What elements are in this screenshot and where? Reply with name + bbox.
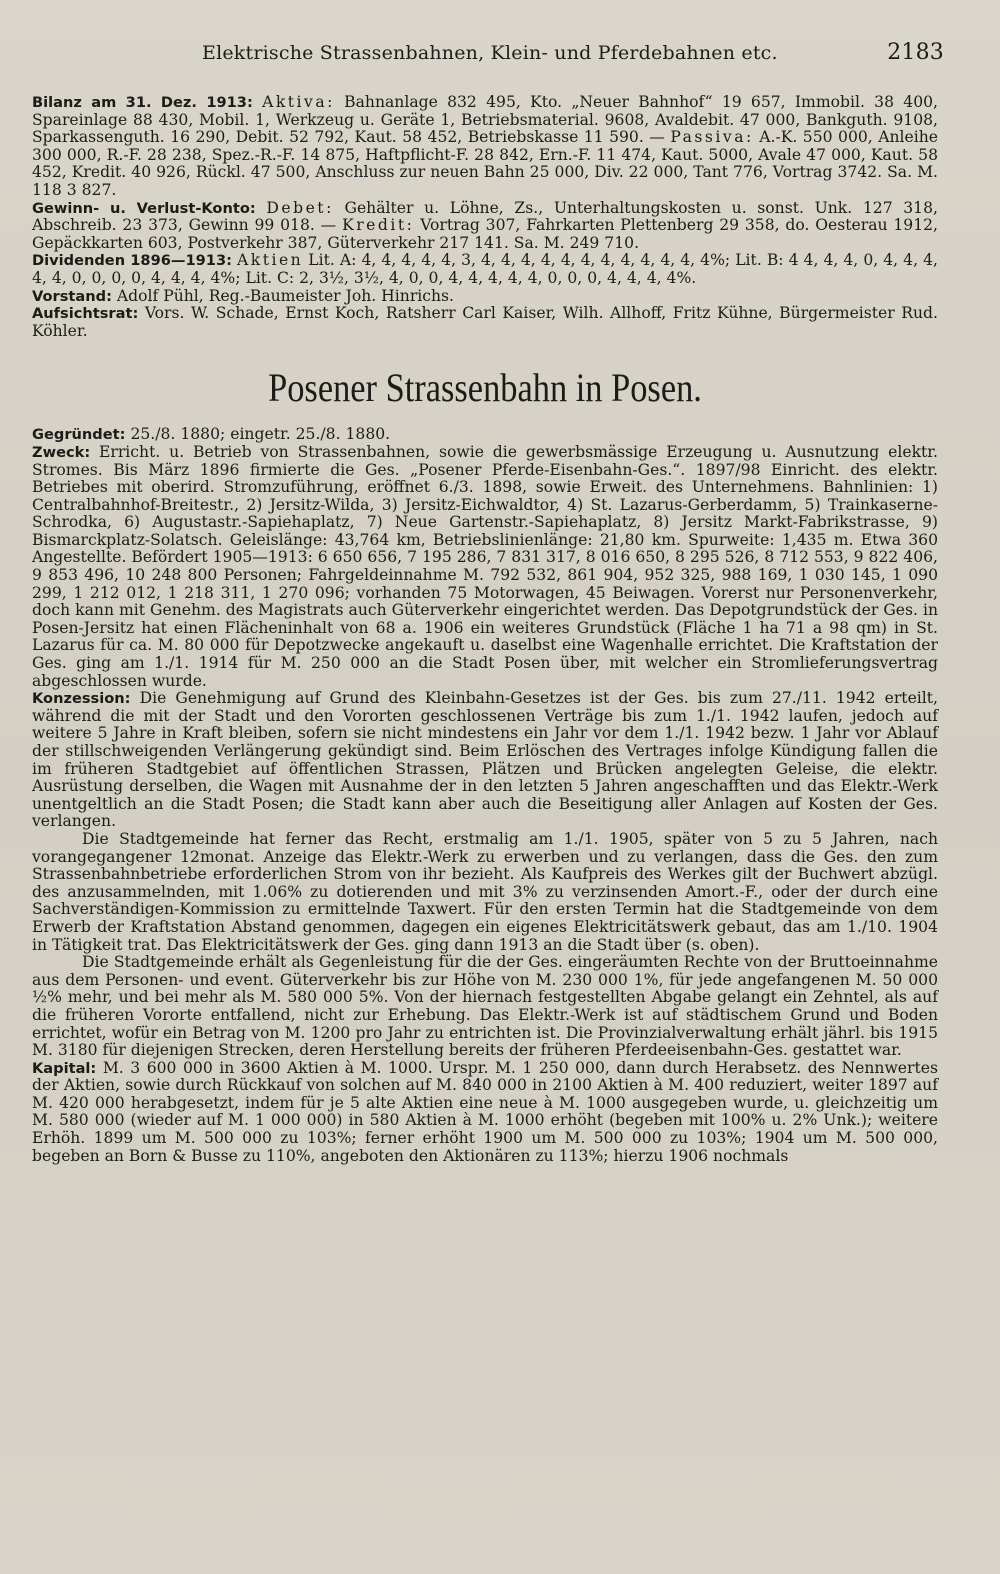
konzession-text: Die Genehmigung auf Grund des Kleinbahn-Gesetzes ist der Ges. bis zum 27./11. 1942 erteilt, während die mit der Stadt und den Vororten geschlossenen Verträge bis zum 1./1. 1942 laufen, jedoch auf weitere 5 Jahre in Kraft bleiben, sofern sie nicht mindestens ein Jahr vor dem 1./1. 1942 bezw. 1 Jahr vor Ablauf der stillschweigenden Verlängerung gekündigt sind. Beim Erlöschen des Vertrages infolge Kündigung fallen die im früheren Stadtgebiet auf öffentlichen Strassen, Plätzen und Brücken angelegten Geleise, die elektr. Ausrüstung derselben, die Wagen mit Ausnahme der in den letzten 5 Jahren angeschafften und das Elektr.-Werk unentgeltlich an die Stadt Posen; die Stadt kann aber auch die Beseitigung aller Anlagen auf Kosten der Ges. verlangen. <box>32 689 938 831</box>
zweck-paragraph <box>32 444 938 690</box>
zweck-text: Erricht. u. Betrieb von Strassenbahnen, sowie die gewerbsmässige Erzeugung u. Ausnutzung elektr. Stromes. Bis März 1896 firmierte die Ges. „Posener Pferde-Eisenbahn-Ges.“. 1897/98 Einricht. des elektr. Betriebes mit oberird. Stromzuführung, eröffnet 6./3. 1898, sowie Erweit. des Unternehmens. Bahnlinien: 1) Centralbahnhof-Breitestr., 2) Jersitz-Wilda, 3) Jersitz-Eichwaldtor, 4) St. Lazarus-Gerberdamm, 5) Trainkaserne-Schrodka, 6) Augustastr.-Sapiehaplatz, 7) Neue Gartenstr.-Sapiehaplatz, 8) Jersitz Markt-Fabrikstrasse, 9) Bismarckplatz-Solatsch. Geleislänge: 43,764 km, Betriebslinienlänge: 21,80 km. Spurweite: 1,435 m. Etwa 360 Angestellte. Befördert 1905—1913: 6 650 656, 7 195 286, 7 831 317, 8 016 650, 8 295 526, 8 712 553, 9 822 406, 9 853 496, 10 248 800 Personen; Fahrgeldeinnahme M. 792 532, 861 904, 952 325, 988 169, 1 030 145, 1 090 299, 1 212 012, 1 218 311, 1 270 096; vorhanden 75 Motorwagen, 45 Beiwagen. Vorerst nur Personenverkehr, doch kann mit Genehm. des Magistrats auch Güterverkehr eingerichtet werden. Das Depotgrundstück der Ges. in Posen-Jersitz hat einen Flächeninhalt von 68 a. 1906 ein weiteres Grundstück (Fläche 1 ha 71 a 98 qm) in St. Lazarus für ca. M. 80 000 für Depotzwecke angekauft u. daselbst eine Wagenhalle errichtet. Die Kraftstation der Ges. ging am 1./1. 1914 für M. 250 000 an die Stadt Posen über, mit welcher ein Stromlieferungsvertrag abgeschlossen wurde. <box>32 442 938 690</box>
konzession-paragraph <box>32 690 938 831</box>
dividenden-text: Lit. A: 4, 4, 4, 4, 4, 3, 4, 4, 4, 4, 4, 4, 4, 4, 4, 4, 4, 4%; Lit. B: 4 4, 4, 4, 0, 4, 4, 4, 4, 4, 0, 0, 0, 0, 4, 4, 4, 4%; Lit. C: 2, 3½, 3½, 4, 0, 0, 4, 4, 4, 4, 4, 0, 0, 0, 4, 4, 4, 4%. <box>32 251 938 287</box>
previous-company-section <box>32 94 938 340</box>
bilanz-text-aktiva: Bahnanlage 832 495, Kto. „Neuer Bahnhof“ 19 657, Immobil. 38 400, Spareinlage 88 430, Mobil. 1, Werkzeug u. Geräte 1, Betriebsmaterial. 9608, Avaldebit. 47 000, Bankguth. 9108, Sparkassenguth. 16 290, Debit. 52 792, Kaut. 58 452, Betriebskasse 11 590. — <box>32 93 938 147</box>
konzession-heading: Konzession: <box>32 690 131 708</box>
kapital-text: M. 3 600 000 in 3600 Aktien à M. 1000. Urspr. M. 1 250 000, dann durch Herabsetz. des Nennwertes der Aktien, sowie durch Rückkauf von solchen auf M. 840 000 in 2100 Aktien à M. 400 reduziert, weiter 1897 auf M. 420 000 herabgesetzt, indem für je 5 alte Aktien eine neue à M. 1000 ausgegeben wurde, u. gleichzeitig um M. 580 000 (wieder auf M. 1 000 000) in 580 Aktien à M. 1000 erhöht (begeben mit 100% u. 2% Unk.); weitere Erhöh. 1899 um M. 500 000 zu 103%; ferner erhöht 1900 um M. 500 000 zu 103%; 1904 um M. 500 000, begeben an Born & Busse zu 110%, angeboten den Aktionären zu 113%; hierzu 1906 nochmals <box>32 1058 938 1165</box>
kapital-heading: Kapital: <box>32 1059 97 1077</box>
vorstand-text: Adolf Pühl, Reg.-Baumeister Joh. Hinrichs. <box>116 286 454 305</box>
section-title: Posener Strassenbahn in Posen. <box>268 365 702 411</box>
gegruendet-text: 25./8. 1880; eingetr. 25./8. 1880. <box>130 425 391 444</box>
running-title: Elektrische Strassenbahnen, Klein- und Pferdebahnen etc. <box>202 42 778 64</box>
gegenleistung-paragraph: Die Stadtgemeinde erhält als Gegenleistung für die der Ges. eingeräumten Rechte von der Bruttoeinnahme aus dem Personen- und event. Güterverkehr bis zur Höhe von M. 230 000 1%, für jede angefangenen M. 50 000 ½% mehr, und bei mehr als M. 580 000 5%. Von der hiernach festgestellten Abgabe gelangt ein Zehntel, als auf die früheren Vororte entfallend, nicht zur Erhebung. Das Elektr.-Werk ist auf städtischem Grund und Boden errichtet, wofür ein Betrag von M. 1200 pro Jahr zu entrichten ist. Die Provinzialverwaltung erhält jährl. bis 1915 M. 3180 für diejenigen Strecken, deren Herstellung bereits der früheren Pferdeeisenbahn-Ges. gestattet war. <box>32 953 938 1060</box>
kredit-label: Kredit: <box>342 216 415 235</box>
aufsichtsrat-text: Vors. W. Schade, Ernst Koch, Ratsherr Carl Kaiser, Wilh. Allhoff, Fritz Kühne, Bürgermeister Rud. Köhler. <box>32 304 938 340</box>
aufsichtsrat-paragraph <box>32 305 938 340</box>
gegruendet-heading: Gegründet: <box>32 426 126 444</box>
recht-paragraph: Die Stadtgemeinde hat ferner das Recht, erstmalig am 1./1. 1905, später von 5 zu 5 Jahren, nach vorangegangener 12monat. Anzeige das Elektr.-Werk zu erwerben und zu verlangen, dass die Ges. den zum Strassenbahnbetriebe erforderlichen Strom von ihr bezieht. Als Kaufpreis des Werkes gilt der Buchwert abzügl. des anzusammelnden, mit 1.06% zu dotierenden und mit 3% zu verzinsenden Amort.-F., oder der durch eine Sachverständigen-Kommission zu ermittelnde Taxwert. Für den ersten Termin hat die Stadtgemeinde von dem Erwerb der Kraftstation Abstand genommen, dagegen ein eigenes Elektricitätswerk gebaut, das am 1./10. 1904 in Tätigkeit trat. Das Elektricitätswerk der Ges. ging dann 1913 an die Stadt über (s. oben). <box>32 829 938 954</box>
zweck-heading: Zweck: <box>32 443 91 461</box>
posen-section <box>32 426 938 1165</box>
debet-label: Debet: <box>266 198 334 217</box>
guv-text-debet: Gehälter u. Löhne, Zs., Unterhaltungskosten u. sonst. Unk. 127 318, Abschreib. 23 373, Gewinn 99 018. — <box>32 198 938 235</box>
page-number: 2183 <box>887 40 944 65</box>
vorstand-heading: Vorstand: <box>32 287 112 305</box>
passiva-label: Passiva: <box>670 128 754 147</box>
bilanz-heading: Bilanz am 31. Dez. 1913: <box>32 94 253 111</box>
dividenden-heading: Dividenden 1896—1913: <box>32 252 232 270</box>
running-header <box>32 40 944 82</box>
guv-paragraph <box>32 200 938 253</box>
aktiva-label: Aktiva: <box>262 93 335 111</box>
gegruendet-paragraph <box>32 426 938 444</box>
dividenden-paragraph <box>32 252 938 287</box>
kapital-paragraph <box>32 1060 938 1166</box>
bilanz-paragraph <box>32 94 938 200</box>
bilanz-text-passiva: A.-K. 550 000, Anleihe 300 000, R.-F. 28 238, Spez.-R.-F. 14 875, Haftpflicht-F. 28 842, Ern.-F. 11 474, Kaut. 5000, Avale 47 000, Kaut. 58 452, Kredit. 40 926, Rückl. 47 500, Anschluss zur neuen Bahn 25 000, Div. 22 000, Tant 776, Vortrag 3742. Sa. M. 118 3 827. <box>32 128 938 199</box>
guv-text-kredit: Vortrag 307, Fahrkarten Plettenberg 29 358, do. Oesterau 1912, Gepäckkarten 603, Postverkehr 387, Güterverkehr 217 141. Sa. M. 249 710. <box>32 216 938 252</box>
aufsichtsrat-heading: Aufsichtsrat: <box>32 305 139 323</box>
guv-heading: Gewinn- u. Verlust-Konto: <box>32 199 256 217</box>
vorstand-paragraph <box>32 288 938 306</box>
aktien-label: Aktien <box>236 251 304 270</box>
